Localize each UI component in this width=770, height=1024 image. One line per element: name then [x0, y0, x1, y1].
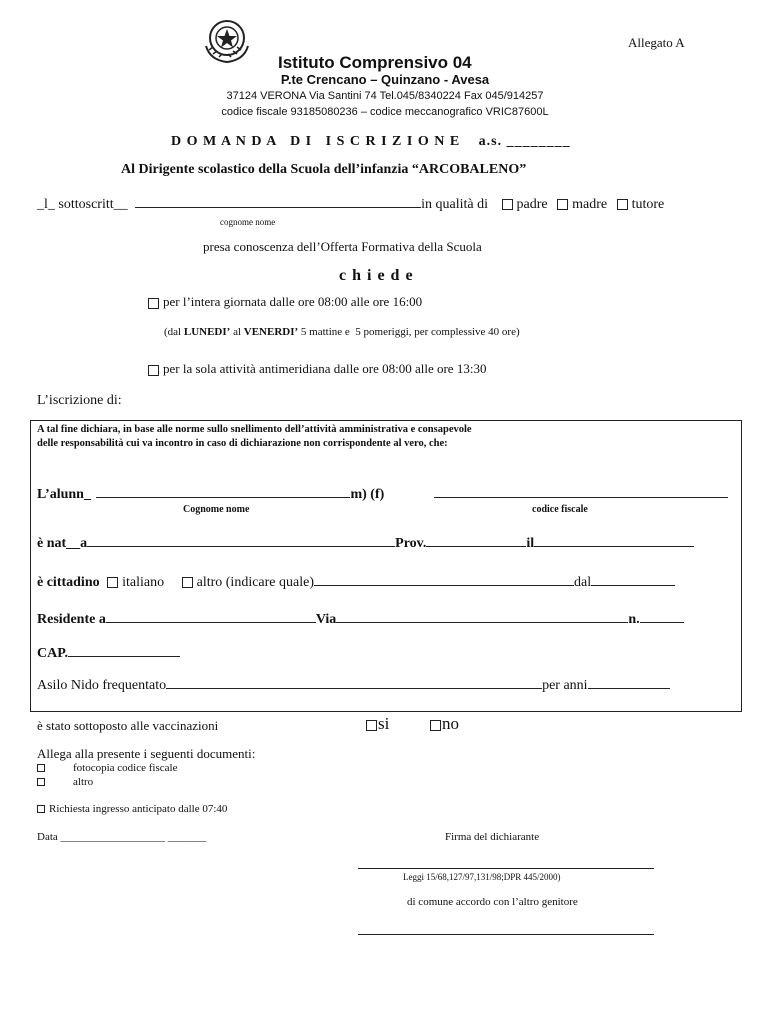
checkbox-icon	[430, 720, 441, 731]
prov-field[interactable]	[426, 546, 526, 547]
choice-morning[interactable]: per la sola attività antimeridiana dalle ore 08:00 alle ore 13:30	[148, 361, 486, 377]
gender-mf: m) (f)	[350, 487, 385, 502]
signature-line-2[interactable]	[358, 934, 654, 935]
anni-field[interactable]	[588, 688, 670, 689]
checkbox-icon	[37, 778, 45, 786]
checkbox-icon	[182, 577, 193, 588]
role-tutore[interactable]: tutore	[617, 197, 665, 212]
school-subtitle: P.te Crencano – Quinzano - Avesa	[280, 72, 490, 87]
nato-label: è nat__a	[37, 536, 88, 551]
checkbox-icon	[37, 805, 45, 813]
school-address: 37124 VERONA Via Santini 74 Tel.045/8340224 Fax 045/914257	[226, 90, 544, 102]
cap-label: CAP.	[37, 646, 68, 661]
allega-item-2[interactable]: altro	[37, 776, 93, 788]
citizenship-altro[interactable]: altro (indicare quale)	[182, 575, 314, 590]
declaration-box	[30, 420, 742, 712]
choice-full-day[interactable]: per l’intera giornata dalle ore 08:00 alle ore 16:00	[148, 294, 422, 310]
ingresso-anticipato[interactable]: Richiesta ingresso anticipato dalle 07:40	[37, 803, 227, 815]
vaccinazioni-no[interactable]: no	[430, 714, 459, 734]
alunno-name-field[interactable]	[96, 497, 350, 498]
alunno-label: L’alunn_	[37, 487, 91, 502]
birthdate-field[interactable]	[534, 546, 694, 547]
checkbox-icon	[37, 764, 45, 772]
school-fiscal: codice fiscale 93185080236 – codice meccanografico VRIC87600L	[221, 106, 549, 118]
allega-item-1[interactable]: fotocopia codice fiscale	[37, 762, 177, 774]
republic-emblem-icon	[200, 16, 254, 64]
presa-conoscenza: presa conoscenza dell’Offerta Formativa della Scuola	[203, 239, 482, 254]
role-madre[interactable]: madre	[557, 197, 607, 212]
in-qualita-label: in qualità di	[421, 197, 489, 212]
citizenship-italiano[interactable]: italiano	[107, 575, 164, 590]
allega-label: Allega alla presente i seguenti documenti:	[37, 746, 256, 761]
dal-label: dal	[574, 575, 592, 590]
vaccinazioni-label: è stato sottoposto alle vaccinazioni	[37, 718, 219, 733]
residence-field[interactable]	[106, 622, 316, 623]
form-title: D O M A N D A D I I S C R I Z I O N E	[171, 134, 461, 149]
data-field[interactable]: Data ___________________ _______	[37, 831, 207, 843]
birthplace-field[interactable]	[87, 546, 395, 547]
asilo-label: Asilo Nido frequentato	[37, 678, 167, 693]
altro-citizenship-field[interactable]	[314, 585, 574, 586]
residente-label: Residente a	[37, 612, 106, 627]
il-label: il	[526, 536, 535, 551]
via-label: Via	[315, 612, 337, 627]
allegato-label: Allegato A	[628, 35, 685, 50]
role-padre[interactable]: padre	[502, 197, 548, 212]
checkbox-icon	[107, 577, 118, 588]
checkbox-icon	[502, 199, 513, 210]
comune-accordo: di comune accordo con l’altro genitore	[407, 896, 578, 908]
checkbox-icon	[366, 720, 377, 731]
dal-field[interactable]	[591, 585, 675, 586]
alunno-codice-fiscale-field[interactable]	[434, 497, 728, 498]
chiede-heading: c h i e d e	[339, 267, 414, 284]
cittadino-label: è cittadino	[37, 575, 100, 590]
declaration-text-1: A tal fine dichiara, in base alle norme sullo snellimento dell’attività amministrativa e consapevole	[37, 424, 472, 435]
checkbox-icon	[557, 199, 568, 210]
checkbox-icon	[617, 199, 628, 210]
declaration-text-2: delle responsabilità cui va incontro in caso di dichiarazione non corrispondente al vero, che:	[37, 438, 448, 449]
school-year: a.s. ________	[478, 134, 571, 149]
checkbox-icon	[148, 365, 159, 376]
number-label: n.	[628, 612, 640, 627]
leggi-note: Leggi 15/68,127/97,131/98;DPR 445/2000)	[403, 872, 561, 882]
applicant-prefix: _l_ sottoscritt__	[37, 197, 128, 212]
addressee: Al Dirigente scolastico della Scuola dell’infanzia “ARCOBALENO”	[121, 162, 527, 177]
checkbox-icon	[148, 298, 159, 309]
school-name: Istituto Comprensivo 04	[278, 53, 472, 72]
codice-fiscale-caption: codice fiscale	[532, 504, 588, 515]
full-day-note: (dal LUNEDI’ al VENERDI’ 5 mattine e 5 pomeriggi, per complessive 40 ore)	[164, 326, 520, 338]
vaccinazioni-si[interactable]: si	[366, 714, 389, 734]
signature-line-1[interactable]	[358, 868, 654, 869]
iscrizione-di: L’iscrizione di:	[37, 393, 122, 408]
street-number-field[interactable]	[640, 622, 684, 623]
cap-field[interactable]	[68, 656, 180, 657]
per-anni-label: per anni	[542, 678, 588, 693]
cognome-nome-hint: cognome nome	[220, 217, 276, 227]
cognome-nome-caption: Cognome nome	[183, 504, 250, 515]
applicant-name-field[interactable]	[135, 207, 421, 208]
asilo-field[interactable]	[166, 688, 542, 689]
street-field[interactable]	[336, 622, 628, 623]
firma-label: Firma del dichiarante	[445, 831, 540, 843]
prov-label: Prov.	[395, 536, 427, 551]
